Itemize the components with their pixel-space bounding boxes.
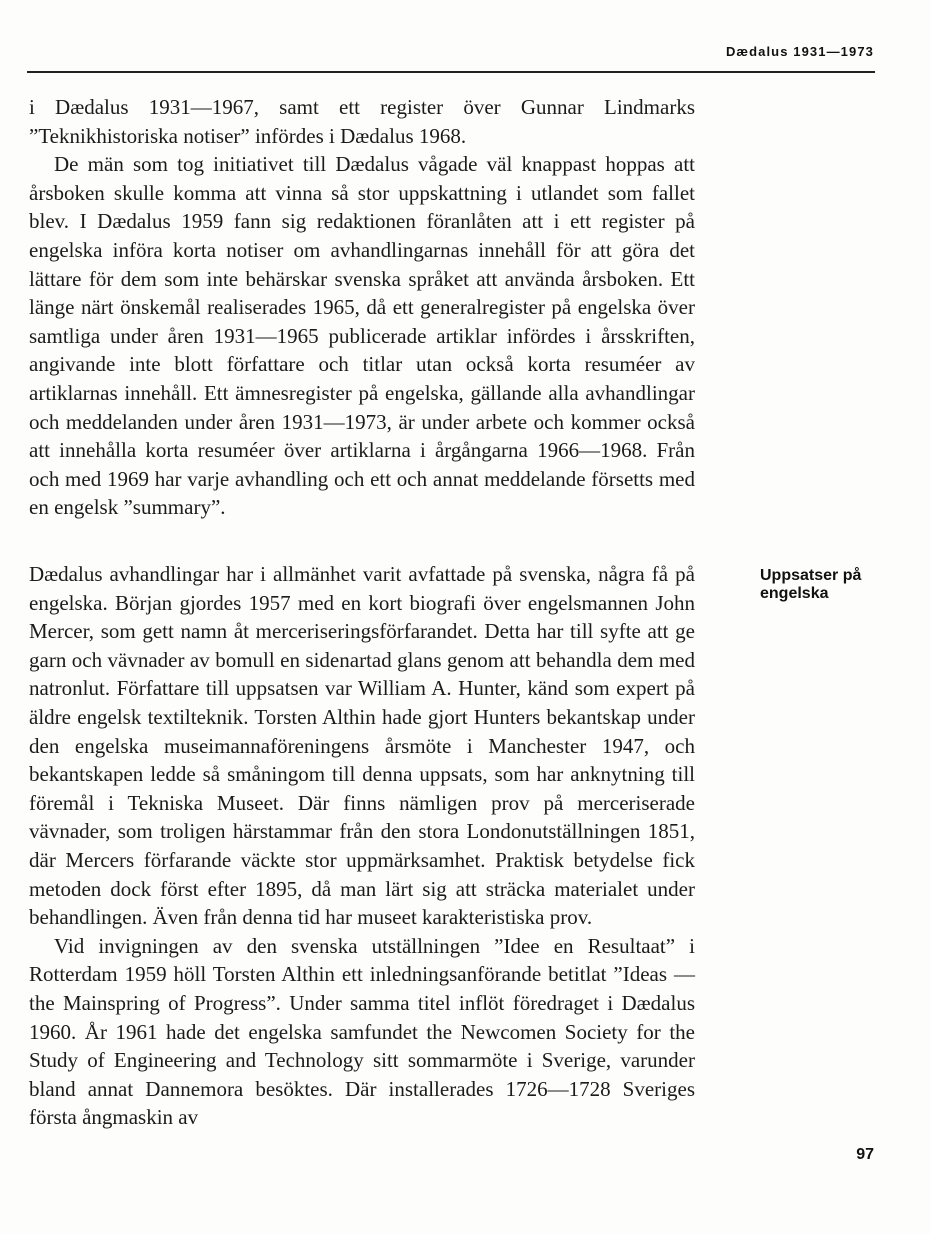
paragraph-english-essays: Dædalus avhandlingar har i allmänhet varit avfattade på svenska, några få på engelska. Början gjordes 1957 med en kort biografi över engelsmannen John Mercer, som gett namn åt merceriseringsförfarandet. Detta har till syfte att ge garn och vävnader av bomull en sidenartad glans genom att behandla dem med natronlut. Författare till uppsatsen var William A. Hunter, känd som expert på äldre engelsk textilteknik. Torsten Althin hade gjort Hunters bekantskap under den engelska museimannaföreningens årsmöte i Manchester 1947, och bekantskapen ledde så småningom till denna uppsats, som har anknytning till föremål i Tekniska Museet. Där finns nämligen prov på merceriserade vävnader, som troligen härstammar från den stora Londonutställningen 1851, där Mercers förfarande väckte stor uppmärksamhet. Praktisk betydelse fick metoden dock först efter 1895, då man lärt sig att sträcka materialet under behandlingen. Även från denna tid har museet karakteristiska prov.: [29, 562, 695, 930]
paragraph-english-registers: De män som tog initiativet till Dædalus vågade väl knappast hoppas att årsboken skulle komma att vinna så stor uppskattning i utlandet som fallet blev. I Dædalus 1959 fann sig redaktionen föranlåten att i ett register på engelska införa korta notiser om avhandlingarnas innehåll för att göra det lättare för dem som inte behärskar svenska språket att använda årsboken. Ett länge närt önskemål realiserades 1965, då ett generalregister på engelska över samtliga under åren 1931—1965 publicerade artiklar infördes i årsskriften, angivande inte blott författare och titlar utan också korta resuméer av artiklarnas innehåll. Ett ämnesregister på engelska, gällande alla avhandlingar och meddelanden under åren 1931—1973, är under arbete och kommer också att innehålla korta resuméer över artiklarna i årgångarna 1966—1968. Från och med 1969 har varje avhandling och ett och annat meddelande försetts med en engelsk ”summary”.: [29, 152, 695, 520]
text-block-lower: [29, 560, 695, 1132]
running-header: Dædalus 1931—1973: [725, 44, 874, 59]
paragraph-continuation: i Dædalus 1931—1967, samt ett register över Gunnar Lindmarks ”Teknikhistoriska notiser” infördes i Dædalus 1968.: [29, 95, 695, 148]
page-number: 97: [856, 1146, 874, 1163]
header-rule: [27, 71, 875, 73]
paragraph-rotterdam: Vid invigningen av den svenska utställningen ”Idee en Resultaat” i Rotterdam 1959 höll Torsten Althin ett inledningsanförande betitlat ”Ideas — the Mainspring of Progress”. Under samma titel inflöt föredraget i Dædalus 1960. År 1961 hade det engelska samfundet the Newcomen Society for the Study of Engineering and Technology sitt sommarmöte i Sverige, varunder bland annat Dannemora besöktes. Där installerades 1726—1728 Sveriges första ångmaskin av: [29, 933, 695, 1130]
text-block-upper: [29, 93, 695, 522]
margin-heading: Uppsatser på engelska: [760, 567, 862, 602]
